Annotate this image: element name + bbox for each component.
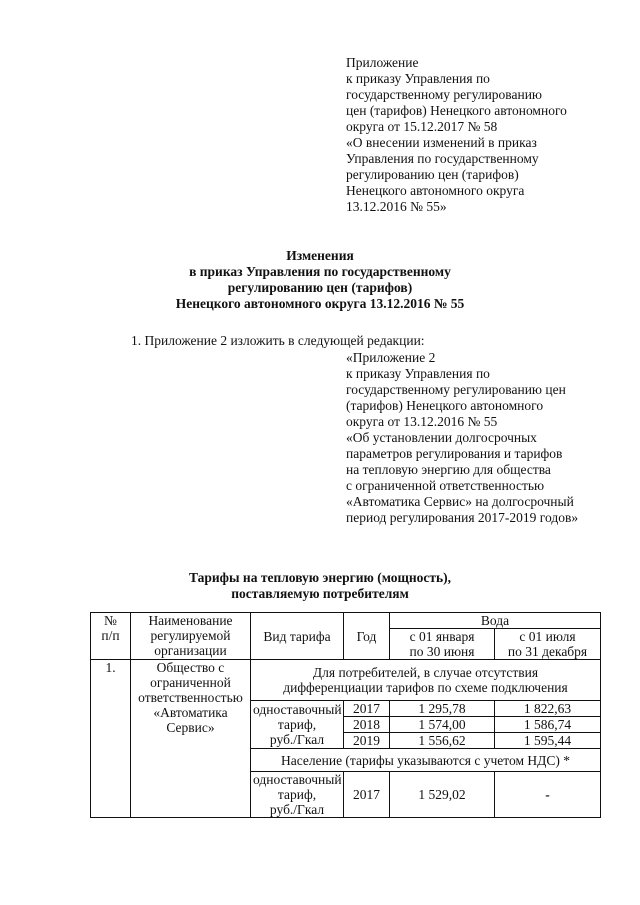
section-header-consumers bbox=[251, 660, 601, 701]
header-text: по 31 декабря bbox=[507, 644, 588, 659]
quote-line: «Об установлении долгосрочных bbox=[346, 430, 537, 445]
tariff-text: одноставочный bbox=[253, 702, 342, 717]
tariff-text: руб./Гкал bbox=[269, 732, 325, 747]
header-text: по 30 июня bbox=[409, 644, 475, 659]
quote-line: «Приложение 2 bbox=[346, 350, 436, 365]
appendix-line: Приложение bbox=[346, 55, 419, 70]
year-cell: 2019 bbox=[344, 733, 390, 749]
tariff-text: тариф, bbox=[277, 717, 317, 732]
tariff-text: одноставочный bbox=[253, 772, 342, 787]
header-text: регулируемой bbox=[150, 628, 231, 643]
section-header-population: Население (тарифы указываются с учетом НДС) * bbox=[251, 749, 601, 772]
header-year: Год bbox=[344, 613, 390, 660]
org-text: «Автоматика bbox=[153, 705, 228, 720]
org-text: ограниченной bbox=[150, 675, 231, 690]
tariff-h2-cell: - bbox=[495, 772, 601, 818]
tariff-h1-cell: 1 295,78 bbox=[390, 701, 495, 717]
org-text: Общество с bbox=[156, 660, 225, 675]
tariff-h1-cell: 1 556,62 bbox=[390, 733, 495, 749]
year-cell: 2017 bbox=[344, 772, 390, 818]
appendix-line: государственному регулированию bbox=[346, 87, 543, 102]
quote-line: параметров регулирования и тарифов bbox=[346, 446, 563, 461]
title-line: Ненецкого автономного округа 13.12.2016 № 55 bbox=[175, 296, 465, 311]
table-title-line: Тарифы на тепловую энергию (мощность), bbox=[188, 570, 452, 585]
quote-line: государственному регулированию цен bbox=[346, 382, 566, 397]
year-cell: 2017 bbox=[344, 701, 390, 717]
quoted-appendix bbox=[346, 350, 578, 526]
quote-line: округа от 13.12.2016 № 55 bbox=[346, 414, 498, 429]
tariff-label bbox=[251, 772, 344, 818]
table-title-line: поставляемую потребителям bbox=[231, 586, 409, 601]
header-text: Наименование bbox=[148, 613, 233, 628]
quote-line: на тепловую энергию для общества bbox=[346, 462, 551, 477]
item-1-text: 1. Приложение 2 изложить в следующей редакции: bbox=[131, 333, 425, 348]
quote-line: с ограниченной ответственностью bbox=[346, 478, 545, 493]
appendix-line: Управления по государственному bbox=[346, 151, 539, 166]
header-text: № bbox=[104, 613, 117, 628]
tariff-h2-cell: 1 595,44 bbox=[495, 733, 601, 749]
tariff-h2-cell: 1 822,63 bbox=[495, 701, 601, 717]
appendix-line: к приказу Управления по bbox=[346, 71, 490, 86]
appendix-line: «О внесении изменений в приказ bbox=[346, 135, 537, 150]
appendix-header bbox=[346, 55, 567, 215]
section-text: Для потребителей, в случае отсутствия bbox=[312, 665, 539, 680]
appendix-line: регулированию цен (тарифов) bbox=[346, 167, 519, 182]
header-org bbox=[131, 613, 251, 660]
header-text: с 01 января bbox=[409, 629, 475, 644]
tariff-text: тариф, bbox=[277, 787, 317, 802]
row-number: 1. bbox=[91, 660, 131, 818]
tariff-h1-cell: 1 529,02 bbox=[390, 772, 495, 818]
header-text: с 01 июля bbox=[519, 629, 576, 644]
year-cell: 2018 bbox=[344, 717, 390, 733]
quote-line: (тарифов) Ненецкого автономного bbox=[346, 398, 544, 413]
appendix-line: Ненецкого автономного округа bbox=[346, 183, 525, 198]
document-title bbox=[0, 248, 640, 312]
appendix-line: 13.12.2016 № 55» bbox=[346, 199, 447, 214]
org-name bbox=[131, 660, 251, 818]
quote-line: период регулирования 2017-2019 годов» bbox=[346, 510, 579, 525]
header-water: Вода bbox=[390, 613, 601, 629]
header-num bbox=[91, 613, 131, 660]
table-header-row bbox=[91, 613, 601, 629]
header-text: организации bbox=[154, 643, 227, 658]
title-line: регулированию цен (тарифов) bbox=[227, 280, 413, 295]
header-text: п/п bbox=[101, 628, 120, 643]
quote-line: к приказу Управления по bbox=[346, 366, 490, 381]
tariff-text: руб./Гкал bbox=[269, 802, 325, 817]
header-period-1 bbox=[390, 629, 495, 660]
appendix-line: цен (тарифов) Ненецкого автономного bbox=[346, 103, 567, 118]
header-period-2 bbox=[495, 629, 601, 660]
org-text: ответственностью bbox=[138, 690, 243, 705]
tariffs-table bbox=[90, 612, 601, 818]
appendix-line: округа от 15.12.2017 № 58 bbox=[346, 119, 498, 134]
header-tariff-type: Вид тарифа bbox=[251, 613, 344, 660]
title-line: Изменения bbox=[286, 248, 354, 263]
table-title bbox=[0, 570, 640, 602]
title-line: в приказ Управления по государственному bbox=[189, 264, 451, 279]
org-text: Сервис» bbox=[166, 720, 215, 735]
tariff-h2-cell: 1 586,74 bbox=[495, 717, 601, 733]
tariff-h1-cell: 1 574,00 bbox=[390, 717, 495, 733]
tariff-label bbox=[251, 701, 344, 749]
section-text: дифференциации тарифов по схеме подключения bbox=[283, 680, 568, 695]
quote-line: «Автоматика Сервис» на долгосрочный bbox=[346, 494, 574, 509]
table-row bbox=[91, 660, 601, 701]
